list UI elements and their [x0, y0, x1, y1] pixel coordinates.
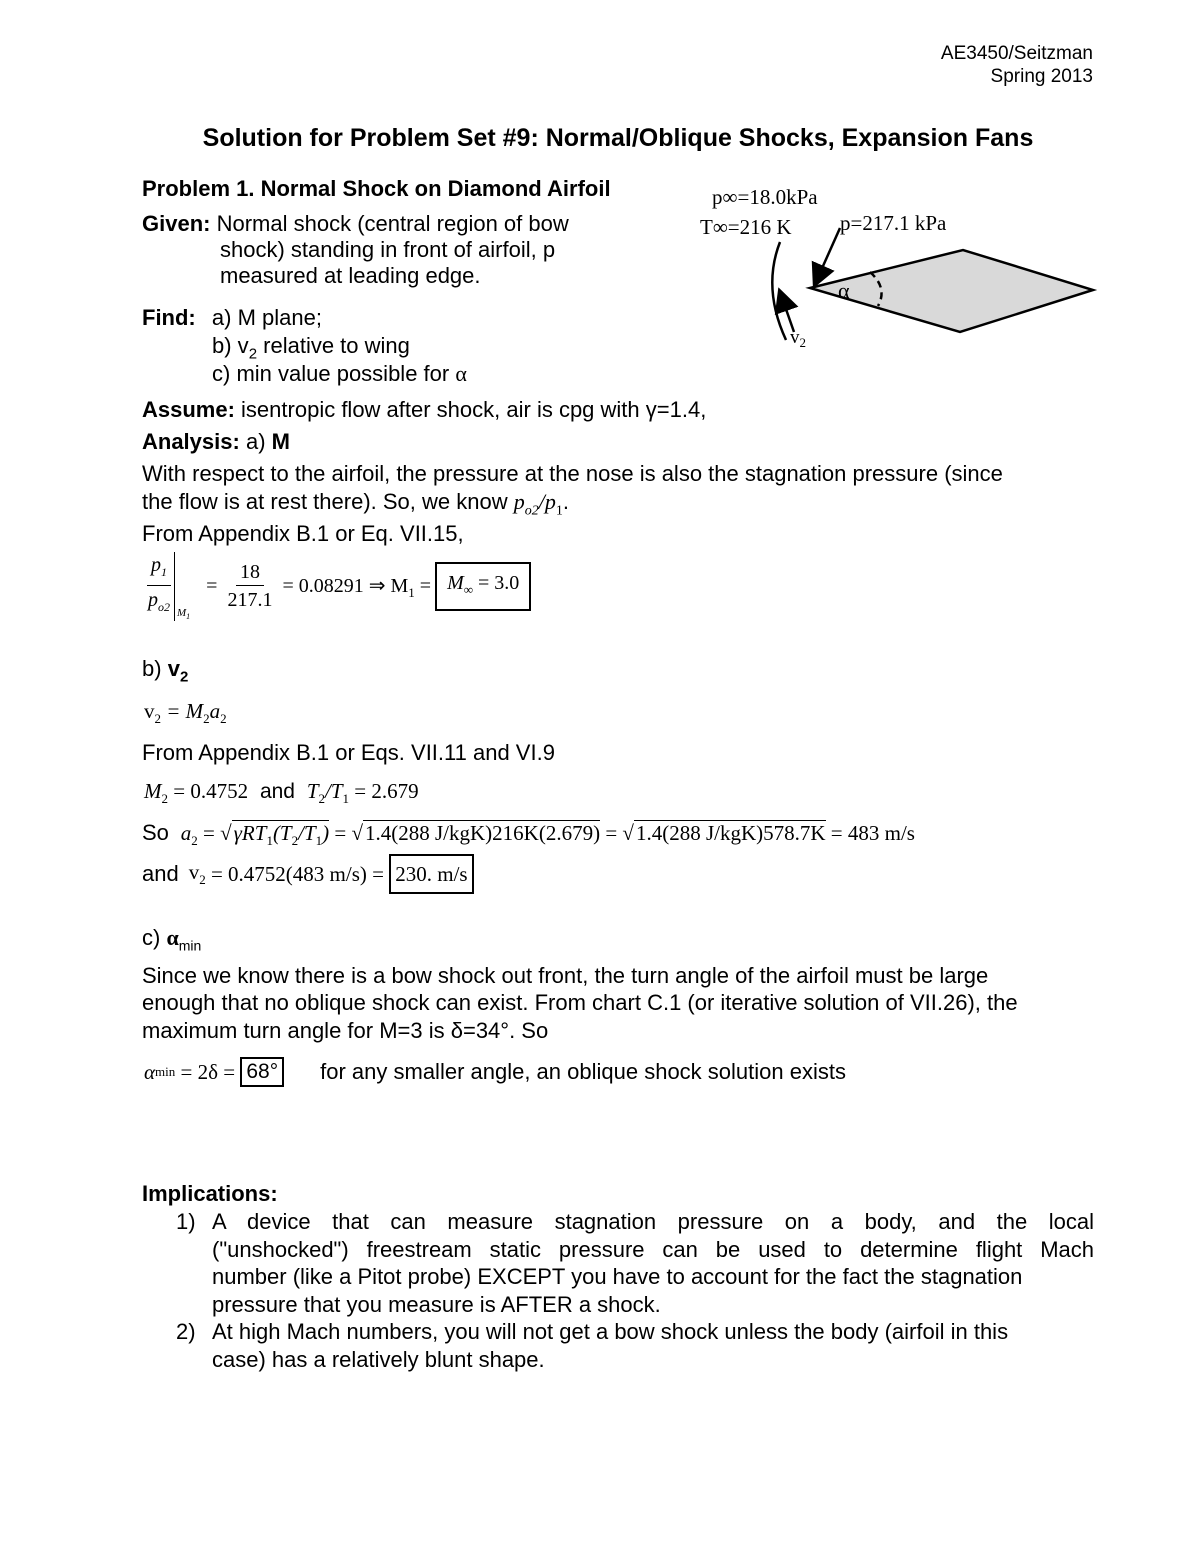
find-line-b: [212, 333, 410, 362]
eq4-radical-sign-1: √: [220, 821, 232, 845]
eq6-alpha-sub: min: [155, 1064, 176, 1079]
eq1-eval-var: M: [177, 606, 187, 619]
find-line-c: [212, 361, 467, 387]
implication-1-num: 1): [176, 1209, 196, 1234]
alpha-label: α: [838, 278, 850, 303]
para1-ratio: p: [513, 489, 525, 514]
eq6-boxed-result: 68°: [240, 1057, 284, 1087]
eq2-m-sub: 2: [203, 711, 210, 727]
eq1-frac-num: 18: [236, 559, 264, 586]
implication-2-num: 2): [176, 1319, 196, 1344]
find-c-symbol: α: [455, 361, 467, 386]
t-inf-label: T∞=216 K: [700, 215, 792, 239]
diamond-airfoil: [810, 250, 1093, 332]
implication-2-line2: case) has a relatively blunt shape.: [212, 1346, 545, 1372]
airfoil-figure: [690, 180, 1110, 360]
eq3-m-val: = 0.4752: [168, 779, 249, 803]
given-label: Given:: [142, 211, 211, 236]
eq4-a-sub: 2: [191, 833, 198, 849]
eq4-radical-sign-3: √: [622, 821, 634, 845]
given-line1: Normal shock (central region of bow: [216, 211, 569, 236]
analysis-para2-line1: Since we know there is a bow shock out front, the turn angle of the airfoil must be large: [142, 963, 989, 988]
implication-2-text: [212, 1318, 1094, 1373]
eq4-eq2: =: [329, 821, 352, 845]
implication-1-line3: number (like a Pitot probe) EXCEPT you have to account for the fact the stagnation: [212, 1264, 1023, 1289]
analysis-a-var: M: [271, 429, 290, 454]
implications-label: Implications:: [142, 1181, 278, 1206]
assume-section: [142, 397, 706, 423]
problem-heading: Problem 1. Normal Shock on Diamond Airfoil: [142, 176, 611, 201]
nose-pressure-arrow: [815, 228, 840, 284]
eq4-rad1-sub3: 1: [315, 833, 323, 849]
term-label: Spring 2013: [990, 66, 1093, 87]
implication-1-line1: A device that can measure stagnation pressure on a body, and the local: [212, 1209, 1094, 1234]
analysis-heading: [142, 429, 290, 455]
eq1-eval-bar: [174, 552, 190, 621]
analysis-para1-line1: With respect to the airfoil, the pressure at the nose is also the stagnation pressure (since: [142, 461, 1003, 486]
eq1-frac: [223, 559, 276, 614]
given-line3: measured at leading edge.: [220, 263, 481, 288]
eq4-rad1-sub2: 2: [291, 833, 299, 849]
course-label: AE3450/Seitzman: [940, 43, 1093, 64]
analysis-a-prefix: a): [245, 429, 266, 454]
equation-m2-t2: [144, 779, 419, 807]
find-b-suffix: relative to wing: [257, 333, 410, 358]
eq2-v-sub: 2: [154, 711, 161, 727]
eq1-lhs-den: [144, 586, 174, 621]
eq3-t-sub: 2: [318, 791, 326, 807]
eq4-radicand-2: 1.4(288 J/kgK)216K(2.679): [365, 821, 601, 845]
eq4-rad1-sub: 1: [266, 833, 273, 849]
eq3-t-sub2: 1: [342, 791, 350, 807]
eq1-boxed-var: M: [447, 572, 464, 594]
eq5-v-text: v: [188, 859, 200, 884]
eq5-v-sub: 2: [199, 872, 206, 888]
equation-a2: [142, 820, 915, 849]
analysis-para2-line2: enough that no oblique shock can exist. From chart C.1 (or iterative solution of VII.26), the: [142, 990, 1018, 1015]
eq4-radicand-3: 1.4(288 J/kgK)578.7K: [635, 821, 826, 845]
equation-alpha-min: [144, 1057, 846, 1087]
eq6-body: = 2δ =: [175, 1059, 241, 1084]
para1-ratio-sub: o2: [524, 503, 539, 519]
implication-1-line4: pressure that you measure is AFTER a shock.: [212, 1291, 661, 1317]
eq1-rest: [282, 573, 431, 601]
eq6-alpha: α: [144, 1059, 156, 1084]
para1-sub: 1: [555, 503, 563, 519]
eq4-radical-sign-2: √: [351, 821, 364, 845]
eq3-m-sub: 2: [161, 791, 168, 807]
find-a: a) M plane;: [211, 305, 322, 330]
analysis-para1-line2: [142, 489, 569, 519]
eq5-boxed-result: 230. m/s: [389, 854, 473, 894]
eq2-eq: = M: [161, 699, 204, 723]
eq5-body: = 0.4752(483 m/s) =: [205, 861, 390, 886]
find-c-prefix: c) min value possible for: [212, 361, 456, 386]
eq1-equals: =: [206, 575, 218, 597]
eq4-rad1-rest2: /T: [298, 821, 316, 845]
given-section: [142, 210, 569, 237]
implication-item-1: [176, 1208, 1094, 1318]
eq1-frac-den: 217.1: [227, 589, 273, 611]
eq5-v: [189, 860, 206, 888]
analysis-b-var-text: v: [167, 656, 180, 681]
eq3-t: T: [306, 779, 319, 803]
eq1-rest2: =: [414, 574, 432, 597]
equation-v2: [144, 699, 227, 727]
eq1-boxed-sub: ∞: [463, 582, 474, 597]
analysis-ref2: From Appendix B.1 or Eqs. VII.11 and VI.9: [142, 740, 555, 765]
implication-item-2: [176, 1318, 1094, 1373]
analysis-c-var-sub: min: [178, 937, 202, 954]
eq2-a-sub: 2: [220, 711, 227, 727]
eq3-t-val: = 2.679: [349, 779, 419, 803]
para1-end: .: [562, 489, 569, 514]
analysis-ref1: From Appendix B.1 or Eq. VII.15,: [142, 521, 464, 546]
analysis-b-heading: [142, 656, 188, 685]
eq4-radicand-1: [232, 820, 330, 849]
given-line2: shock) standing in front of airfoil, p: [220, 237, 556, 262]
eq1-boxed-result: [435, 562, 531, 611]
v2-label-sub: 2: [799, 335, 806, 350]
eq1-lhs-num-sub: 1: [161, 565, 167, 579]
eq1-boxed-rest: = 3.0: [473, 572, 520, 594]
eq1-eval-sub: 1: [186, 612, 191, 621]
eq1-lhs-den-sub: o2: [158, 600, 170, 614]
equation-v2-result: [142, 854, 474, 894]
analysis-para2-line3: maximum turn angle for M=3 is δ=34°. So: [142, 1018, 549, 1043]
eq3-and: and: [259, 780, 295, 803]
eq3-t-slash: /T: [325, 779, 343, 803]
find-label: Find:: [142, 305, 196, 330]
para1-slash: /p: [538, 489, 556, 514]
eq5-and: and: [142, 861, 179, 886]
find-b-sub: 2: [248, 345, 258, 363]
analysis-c-prefix: c): [142, 925, 161, 950]
eq1-lhs: [144, 552, 190, 621]
eq4-eq1: =: [197, 821, 221, 845]
implication-1-line2: ("unshocked") freestream static pressure can be used to determine flight Mach: [212, 1236, 1094, 1262]
eq1-lhs-frac: [144, 552, 174, 621]
header: [941, 42, 1093, 88]
eq1-rest-text: = 0.08291 ⇒ M: [282, 574, 409, 597]
airfoil-diagram: [690, 180, 1110, 360]
para1-prefix: the flow is at rest there). So, we know: [142, 489, 514, 514]
assume-text: isentropic flow after shock, air is cpg with γ=1.4,: [241, 397, 707, 422]
eq4-a: a: [180, 821, 192, 845]
analysis-c-var: α: [166, 925, 179, 950]
eq1-lhs-den-var: p: [148, 589, 158, 611]
eq6-note: for any smaller angle, an oblique shock solution exists: [320, 1059, 846, 1084]
eq4-rad1-close: ): [322, 821, 330, 845]
bow-shock-curve: [772, 242, 786, 340]
analysis-c-heading: [142, 925, 201, 953]
find-b-prefix: b) v: [212, 333, 249, 358]
implications-list: [176, 1208, 1094, 1373]
eq1-eval: [177, 607, 190, 621]
eq1-rest-sub: 1: [408, 584, 415, 600]
eq1-lhs-num: [147, 552, 171, 586]
equation-mach: [144, 552, 531, 621]
implication-2-line1: At high Mach numbers, you will not get a bow shock unless the body (airfoil in this: [212, 1319, 1009, 1344]
eq4-rad1-rest: (T: [272, 821, 292, 845]
eq4-so: So: [142, 820, 169, 845]
page-title: Solution for Problem Set #9: Normal/Oblique Shocks, Expansion Fans: [202, 124, 1034, 152]
eq4-rad1: γRT: [233, 821, 267, 845]
implication-1-text: [212, 1208, 1094, 1318]
p-nose-label: p=217.1 kPa: [840, 211, 947, 235]
eq3-m: M: [144, 779, 162, 803]
p-inf-label: p∞=18.0kPa: [712, 185, 818, 209]
eq4-eq3: =: [600, 821, 623, 845]
v2-label: [790, 327, 806, 350]
eq2-v: v: [144, 699, 155, 723]
analysis-b-var-sub: 2: [179, 668, 189, 686]
eq2-a: a: [209, 699, 221, 723]
v2-label-var: v: [790, 327, 800, 348]
v2-arrow: [780, 292, 794, 332]
assume-label: Assume:: [142, 397, 235, 422]
analysis-b-var: [167, 656, 189, 686]
analysis-b-prefix: b): [142, 656, 162, 681]
eq4-result: = 483 m/s: [825, 821, 915, 845]
analysis-label: Analysis:: [142, 429, 240, 454]
eq1-lhs-num-var: p: [151, 554, 161, 576]
find-line-a: [142, 305, 322, 331]
